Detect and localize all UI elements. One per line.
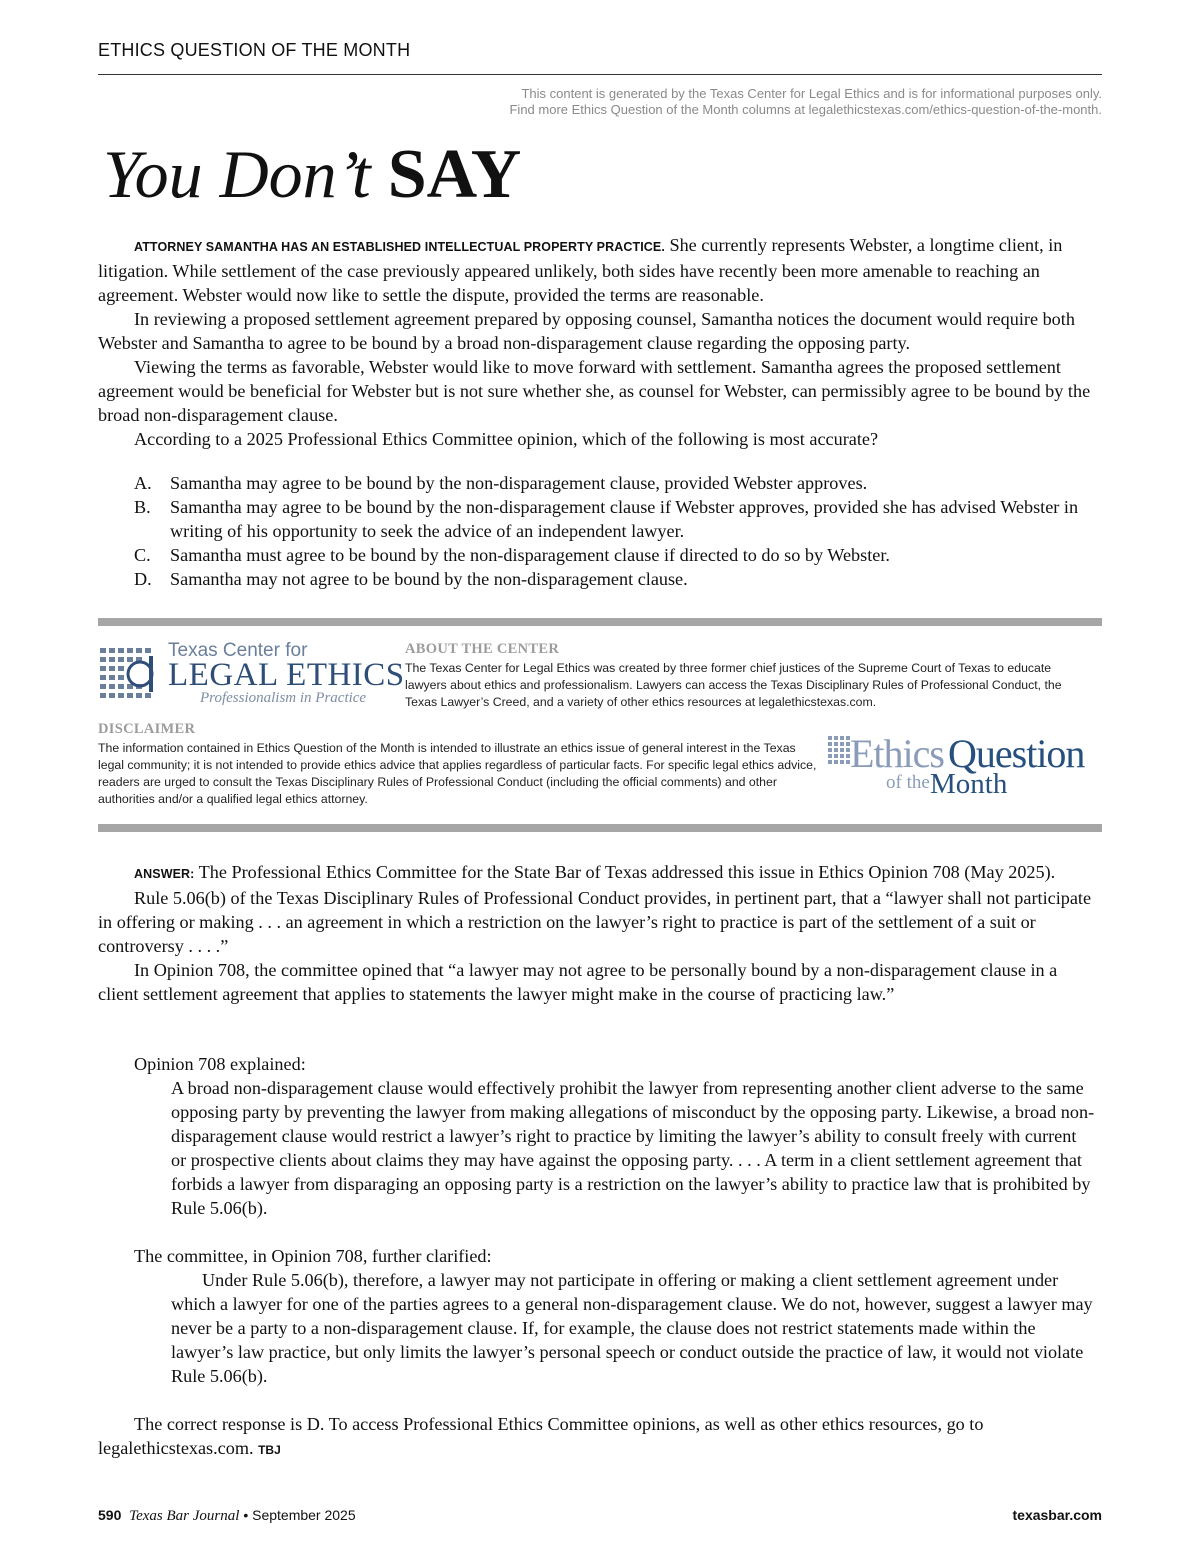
sidebar-top-band (98, 618, 1102, 626)
disclaimer-heading: DISCLAIMER (98, 721, 196, 737)
tcle-seal-icon (98, 646, 158, 706)
title-bold: SAY (387, 136, 522, 213)
option-letter: D. (134, 569, 152, 589)
answer-p1-text: The Professional Ethics Committee for the State Bar of Texas addressed this issue in Ethics Opinion 708 (May 2025). (198, 862, 1056, 882)
block-quote-2 (171, 1268, 1096, 1388)
option-letter: C. (134, 545, 151, 565)
section-label: ETHICS QUESTION OF THE MONTH (98, 40, 411, 60)
question-p1-text: She currently represents Webster, a longtime client, in litigation. While settlement of the case previously appeared unlikely, both sides have recently been more amenable to reaching an agreement. Webster would now like to settle the dispute, provided the terms are reasonable. (98, 235, 1063, 305)
eqm-logo-ofthe: of the (886, 772, 930, 793)
block-quote-1 (171, 1076, 1096, 1220)
top-notice-line2: Find more Ethics Question of the Month columns at legalethicstexas.com/ethics-question-of-the-month. (509, 102, 1102, 117)
answer-paragraph-1 (98, 860, 1102, 886)
option-text: Samantha may not agree to be bound by the non-disparagement clause. (170, 569, 688, 589)
issue-date: September 2025 (252, 1507, 356, 1523)
top-notice (509, 86, 1102, 118)
conclusion-paragraph (98, 1412, 1102, 1462)
page-footer (98, 1507, 1102, 1527)
top-notice-line1: This content is generated by the Texas Center for Legal Ethics and is for informational purposes only. (521, 86, 1102, 101)
option-text: Samantha may agree to be bound by the non-disparagement clause, provided Webster approves. (170, 473, 868, 493)
answer-paragraph-2: Rule 5.06(b) of the Texas Disciplinary Rules of Professional Conduct provides, in pertinent part, that a “lawyer shall not participate in offering or making . . . an agreement in which a restriction on the lawyer’s right to practice is part of the settlement of a suit or controversy . . . .” (98, 888, 1092, 956)
answer-paragraph-3: In Opinion 708, the committee opined that “a lawyer may not agree to be personally bound by a non-disparagement clause in a client settlement agreement that applies to statements the lawyer might make in the course of practicing law.” (98, 960, 1058, 1004)
option-c (98, 543, 1102, 567)
answer-lead: ANSWER: (134, 867, 195, 881)
header-rule (98, 74, 1102, 75)
conclusion-text: The correct response is D. To access Professional Ethics Committee opinions, as well as other ethics resources, go to legalethicstexas.com. (98, 1414, 984, 1458)
tcle-logo (98, 640, 405, 712)
eqm-pattern-icon (828, 736, 852, 766)
site-link[interactable]: texasbar.com (1012, 1507, 1102, 1523)
disclaimer-text: The information contained in Ethics Question of the Month is intended to illustrate an ethics issue of general interest in the Texas legal community; it is not intended to provide ethics advice that applies regardless of particular facts. For specific legal ethics advice, readers are urged to consult the Texas Disciplinary Rules of Professional Conduct (including the official comments) and other authorities and/or a qualified legal ethics attorney. (98, 741, 817, 806)
tcle-logo-line2: LEGAL ETHICS (168, 657, 405, 693)
footer-bullet: • (243, 1507, 249, 1523)
option-a (98, 471, 1102, 495)
option-letter: B. (134, 497, 151, 517)
question-paragraph-2: In reviewing a proposed settlement agreement prepared by opposing counsel, Samantha notices the document would require both Webster and Samantha to agree to be bound by a broad non-disparagement clause regarding the opposing party. (98, 309, 1075, 353)
question-body (98, 233, 1102, 451)
conclusion (98, 1412, 1102, 1462)
option-d (98, 567, 1102, 591)
article-title (103, 132, 521, 217)
committee-clarified-intro: The committee, in Opinion 708, further clarified: (134, 1246, 492, 1266)
eqm-logo-question: Question (948, 731, 1085, 776)
sidebar-bottom-band (98, 824, 1102, 832)
option-b (98, 495, 1102, 543)
answer-options (98, 471, 1102, 591)
option-text: Samantha must agree to be bound by the non-disparagement clause if directed to do so by Webster. (170, 545, 890, 565)
about-text: The Texas Center for Legal Ethics was created by three former chief justices of the Supreme Court of Texas to educate lawyers about ethics and professionalism. Lawyers can access the Texas Disciplinary Rules of Professional Conduct, the Texas Lawyer’s Creed, and a variety of other ethics resources at legalethicstexas.com. (405, 661, 1062, 709)
option-text: Samantha may agree to be bound by the non-disparagement clause if Webster approves, provided she has advised Webster in writing of his opportunity to seek the advice of an independent lawyer. (170, 497, 1079, 541)
eqm-logo-month: Month (930, 768, 1008, 800)
question-paragraph-3: Viewing the terms as favorable, Webster would like to move forward with settlement. Samantha agrees the proposed settlement agreement would be beneficial for Webster but is not sure whether she, as counsel for Webster, can permissibly agree to be bound by the broad non-disparagement clause. (98, 357, 1091, 425)
page-number: 590 (98, 1507, 122, 1523)
question-paragraph-4: According to a 2025 Professional Ethics Committee opinion, which of the following is most accurate? (134, 429, 879, 449)
question-paragraph-1 (98, 233, 1102, 307)
opinion-explained-intro: Opinion 708 explained: (134, 1054, 306, 1074)
about-heading: ABOUT THE CENTER (405, 641, 560, 657)
journal-name: Texas Bar Journal (129, 1508, 240, 1524)
eqm-logo (828, 730, 1104, 802)
option-letter: A. (134, 473, 152, 493)
answer-body (98, 860, 1102, 1006)
block-quote-2-text: Under Rule 5.06(b), therefore, a lawyer may not participate in offering or making a client settlement agreement under which a lawyer for one of the parties agrees to a general non-disparagement clause. We do not, however, suggest a lawyer may never be a party to a non-disparagement clause. If, for example, the clause does not restrict statements made within the lawyer’s law practice, but only limits the lawyer’s personal speech or conduct outside the practice of law, it would not violate Rule 5.06(b). (171, 1270, 1093, 1386)
tcle-logo-line1: Texas Center for (168, 640, 308, 661)
eqm-logo-ethics: Ethics (850, 731, 944, 776)
tbj-end-mark: TBJ (258, 1443, 281, 1457)
title-italic: You Don’t (103, 136, 371, 212)
tcle-logo-line3: Professionalism in Practice (200, 690, 367, 706)
question-lead: ATTORNEY SAMANTHA HAS AN ESTABLISHED INTELLECTUAL PROPERTY PRACTICE. (134, 240, 665, 254)
block-quote-1-text: A broad non-disparagement clause would effectively prohibit the lawyer from representing another client adverse to the same opposing party by preventing the lawyer from making allegations of misconduct by the opposing party. Likewise, a broad non-disparagement clause would restrict a lawyer’s right to practice by limiting the lawyer’s ability to consult freely with current or prospective clients about claims they may have against the opposing party. . . . A term in a client settlement agreement that forbids a lawyer from disparaging an opposing party is a restriction on the lawyer’s ability to practice law that is prohibited by Rule 5.06(b). (171, 1078, 1095, 1218)
